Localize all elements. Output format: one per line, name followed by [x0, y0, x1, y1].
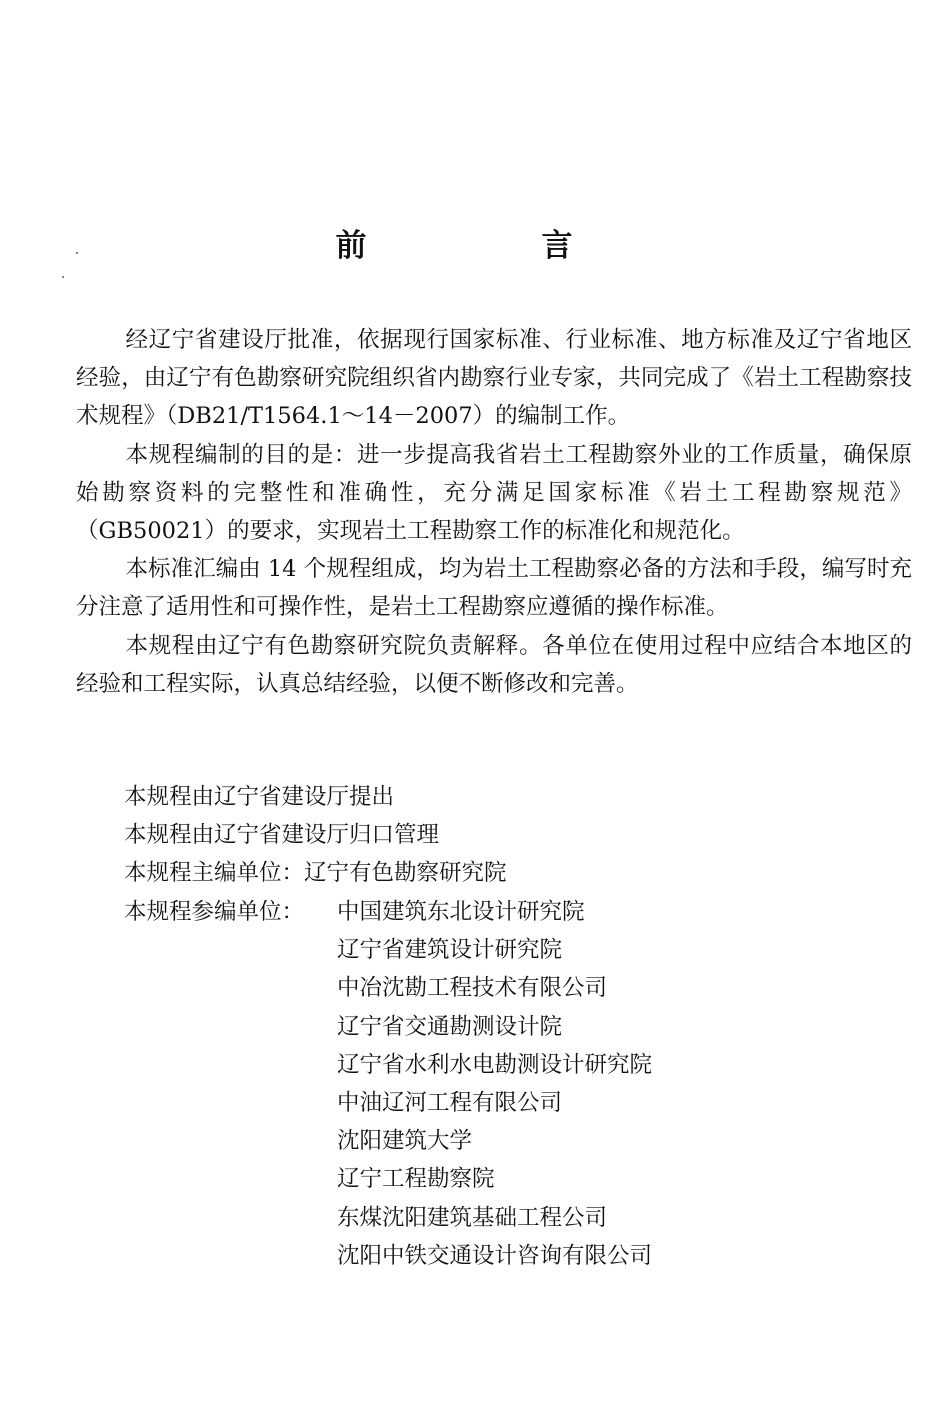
paragraph: 本规程由辽宁有色勘察研究院负责解释。各单位在使用过程中应结合本地区的经验和工程实际，认真总结经验，以便不断修改和完善。: [76, 632, 912, 697]
unit-item: 沈阳建筑大学: [337, 1128, 473, 1155]
paragraph: 本标准汇编由 14 个规程组成，均为岩土工程勘察必备的方法和手段，编写时充分注意了适用性和可操作性，是岩土工程勘察应遵循的操作标准。: [76, 556, 912, 621]
managed-by: 本规程由辽宁省建设厅归口管理: [124, 822, 440, 849]
proposed-by: 本规程由辽宁省建设厅提出: [124, 784, 395, 810]
paragraph: 本规程编制的目的是：进一步提高我省岩土工程勘察外业的工作质量，确保原始勘察资料的完整性和准确性，充分满足国家标准《岩土工程勘察规范》（GB50021）的要求，实现岩土工程勘察工作的标准化和规范化。: [76, 441, 912, 545]
paragraph: 经辽宁省建设厅批准，依据现行国家标准、行业标准、地方标准及辽宁省地区经验，由辽宁有色勘察研究院组织省内勘察行业专家，共同完成了《岩土工程勘察技术规程》（DB21/T1564.1～14－2007）的编制工作。: [76, 327, 912, 430]
unit-item: 中冶沈勘工程技术有限公司: [337, 975, 608, 1002]
preface-body: [76, 321, 912, 703]
unit-item: 沈阳中铁交通设计咨询有限公司: [337, 1242, 653, 1269]
unit-item: 辽宁省建筑设计研究院: [337, 937, 563, 964]
participating-list: [337, 893, 652, 1275]
chief-editor: 本规程主编单位：辽宁有色勘察研究院: [124, 860, 507, 887]
unit-item: 辽宁省交通勘测设计院: [337, 1013, 563, 1040]
unit-item: 辽宁省水利水电勘测设计研究院: [337, 1051, 653, 1078]
page-title: 前 言: [335, 228, 645, 264]
scan-speck: [62, 276, 64, 278]
unit-item: 中油辽河工程有限公司: [337, 1090, 563, 1117]
preface-meta: [124, 778, 507, 893]
unit-item: 东煤沈阳建筑基础工程公司: [337, 1204, 608, 1231]
unit-item: 中国建筑东北设计研究院: [337, 899, 585, 925]
participating-label: 本规程参编单位：: [124, 899, 305, 925]
participating-units: [124, 893, 652, 1275]
unit-item: 辽宁工程勘察院: [337, 1166, 495, 1193]
